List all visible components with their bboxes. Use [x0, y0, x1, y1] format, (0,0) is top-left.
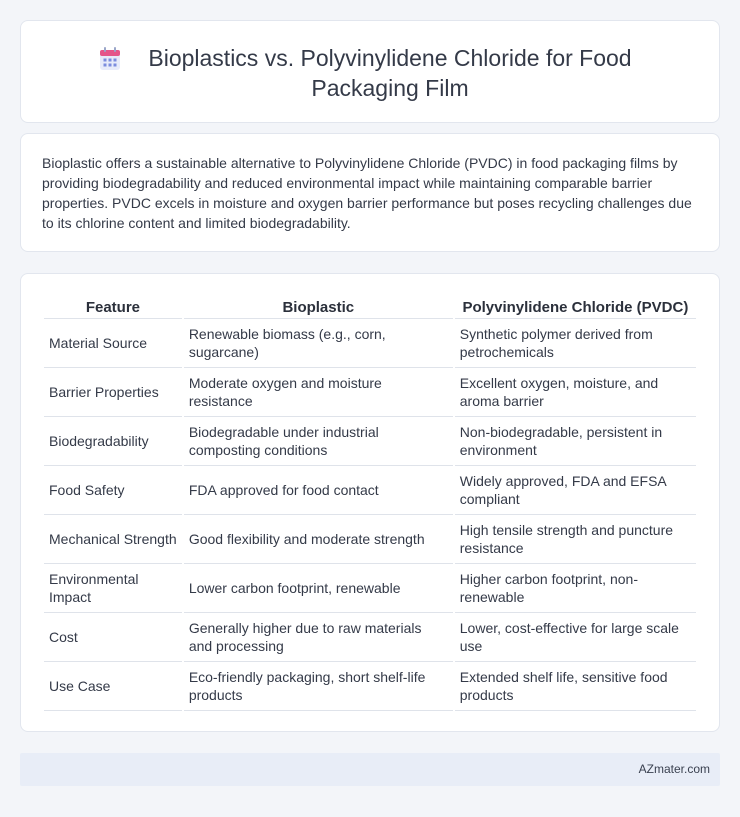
pvdc-cell: Non-biodegradable, persistent in environment	[455, 417, 696, 466]
table-row	[44, 417, 696, 466]
comparison-table	[42, 293, 698, 711]
bioplastic-cell: Lower carbon footprint, renewable	[184, 564, 453, 613]
feature-cell: Material Source	[44, 319, 182, 368]
pvdc-cell: Higher carbon footprint, non-renewable	[455, 564, 696, 613]
table-row	[44, 319, 696, 368]
header-feature: Feature	[44, 293, 182, 319]
comparison-card	[20, 273, 720, 732]
pvdc-cell: Synthetic polymer derived from petrochemicals	[455, 319, 696, 368]
bioplastic-cell: Good flexibility and moderate strength	[184, 515, 453, 564]
header-bioplastic: Bioplastic	[184, 293, 453, 319]
table-header-row	[44, 293, 696, 319]
pvdc-cell: Lower, cost-effective for large scale use	[455, 613, 696, 662]
feature-cell: Biodegradability	[44, 417, 182, 466]
footer-brand-link[interactable]: AZmater.com	[638, 762, 710, 776]
table-row	[44, 613, 696, 662]
feature-cell: Mechanical Strength	[44, 515, 182, 564]
pvdc-cell: Extended shelf life, sensitive food products	[455, 662, 696, 711]
feature-cell: Food Safety	[44, 466, 182, 515]
bioplastic-cell: Renewable biomass (e.g., corn, sugarcane)	[184, 319, 453, 368]
bioplastic-cell: Biodegradable under industrial composting conditions	[184, 417, 453, 466]
summary-card	[20, 133, 720, 252]
title-wrap	[21, 43, 719, 103]
calendar-icon	[99, 47, 121, 71]
table-row	[44, 662, 696, 711]
bioplastic-cell: Eco-friendly packaging, short shelf-life products	[184, 662, 453, 711]
feature-cell: Environmental Impact	[44, 564, 182, 613]
pvdc-cell: Widely approved, FDA and EFSA compliant	[455, 466, 696, 515]
table-row	[44, 564, 696, 613]
pvdc-cell: High tensile strength and puncture resistance	[455, 515, 696, 564]
feature-cell: Use Case	[44, 662, 182, 711]
table-row	[44, 515, 696, 564]
table-row	[44, 368, 696, 417]
feature-cell: Barrier Properties	[44, 368, 182, 417]
bioplastic-cell: Generally higher due to raw materials and processing	[184, 613, 453, 662]
footer-bar	[20, 753, 720, 786]
pvdc-cell: Excellent oxygen, moisture, and aroma barrier	[455, 368, 696, 417]
bioplastic-cell: FDA approved for food contact	[184, 466, 453, 515]
title-card	[20, 20, 720, 123]
table-row	[44, 466, 696, 515]
bioplastic-cell: Moderate oxygen and moisture resistance	[184, 368, 453, 417]
summary-text: Bioplastic offers a sustainable alternative to Polyvinylidene Chloride (PVDC) in food packaging films by providing biodegradability and reduced environmental impact while maintaining comparable barrier properties. PVDC excels in moisture and oxygen barrier performance but poses recycling challenges due to its chlorine content and limited biodegradability.	[42, 155, 692, 231]
header-pvdc: Polyvinylidene Chloride (PVDC)	[455, 293, 696, 319]
page-title: Bioplastics vs. Polyvinylidene Chloride for Food Packaging Film	[148, 45, 632, 101]
feature-cell: Cost	[44, 613, 182, 662]
